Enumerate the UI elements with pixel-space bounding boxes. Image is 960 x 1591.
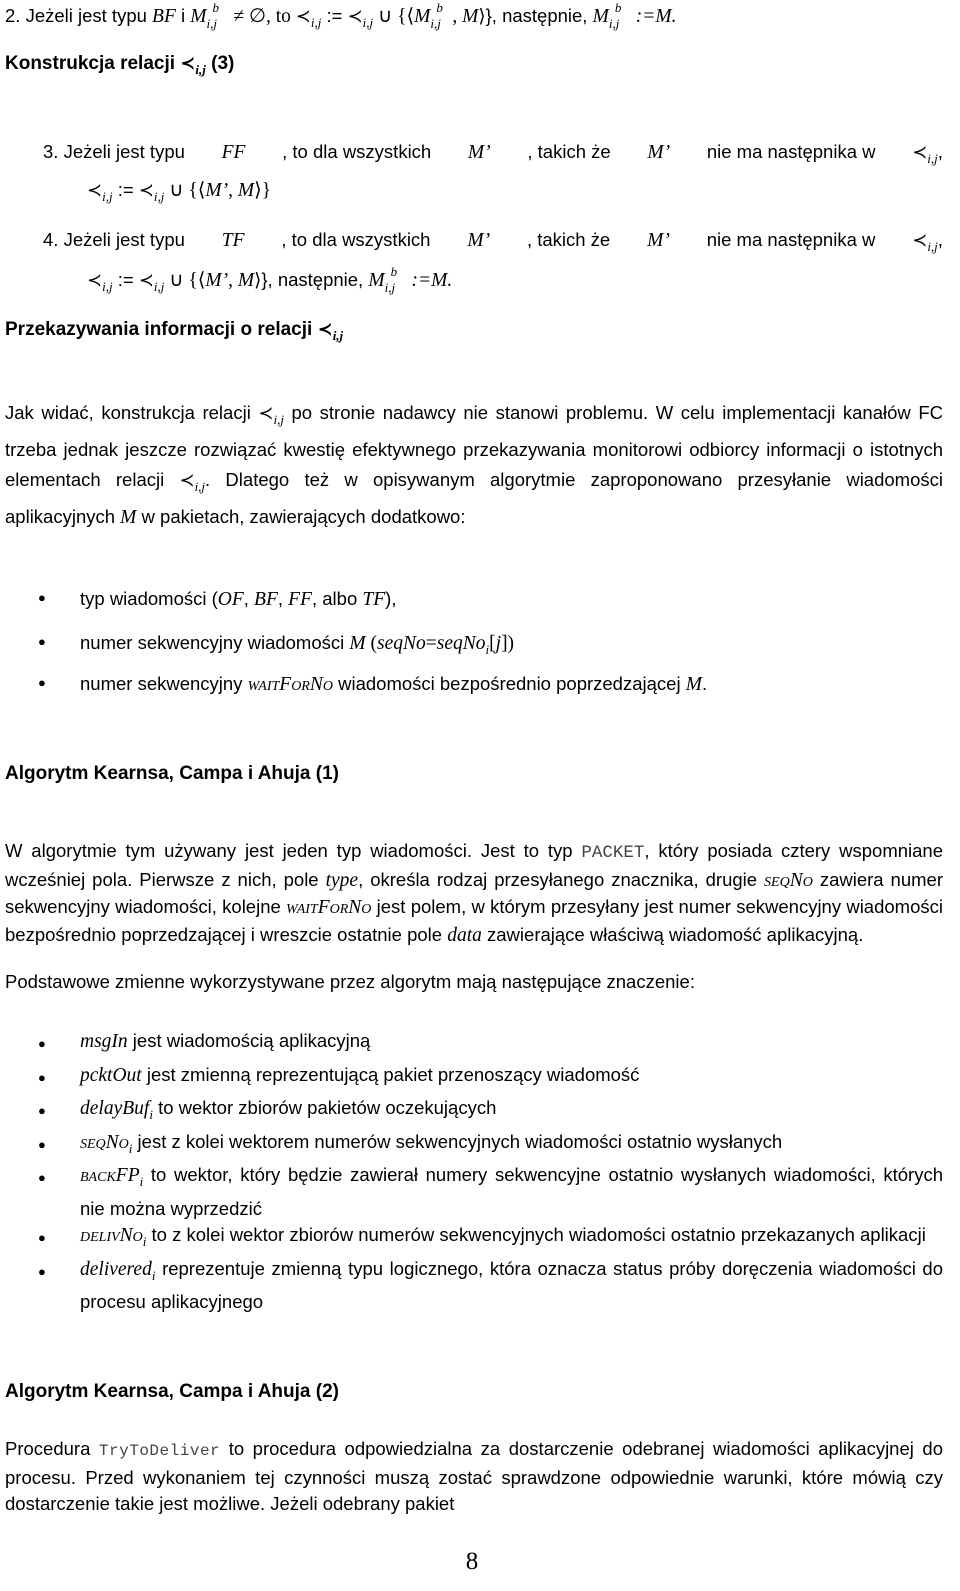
list-item: ● delivered$_i$ reprezentuje zmienną typu logicznego, która oznacza status próby doręczenia wiadomości do procesu aplikacyjnego — [5, 1256, 943, 1316]
paragraph-relation-transfer: Jak widać, konstrukcja relacji $≺_{i,j}$ po stronie nadawcy nie stanowi problemu. W celu implementacji kanałów FC trzeba jednak jeszcze rozwiązać kwestię efektywnego przekazywania monitorowi odbiorcy informacji o istotnych elementach relacji $≺_{i,j}$. Dlatego też w opisywanym algorytmie zaproponowano przesyłanie wiadomości aplikacyjnych M w pakietach, zawierających dodatkowo: — [5, 402, 943, 528]
step-2-line: 2. Jeżeli jest typu BF i M b i,j ≠ ∅, to $≺_{i,j}$ := $≺_{i,j}$ ∪ {⟨M b i,j , M⟩}, następnie, M b i,j :=M. — [5, 0, 677, 31]
page-number: 8 — [465, 1548, 479, 1575]
step-3-line-2: $≺_{i,j}$ := $≺_{i,j}$ ∪ {⟨M’, M⟩} — [87, 179, 272, 204]
section-heading-algorithm-2: Algorytm Kearnsa, Campa i Ahuja (2) — [5, 1381, 339, 1402]
list-item: ● delayBuf$_i$ to wektor zbiorów pakietów oczekujących — [5, 1095, 943, 1129]
paragraph-variables-intro: Podstawowe zmienne wykorzystywane przez algorytm mają następujące znaczenie: — [5, 971, 695, 992]
list-item: ● numer sekwencyjny waitForNo wiadomości bezpośrednio poprzedzającej M. — [5, 672, 943, 697]
step-4-line-1: 4. Jeżeli jest typu TF , to dla wszystkich M’ , takich że M’ nie ma następnika w $≺_{i,j}$, — [43, 229, 943, 254]
list-item: ● numer sekwencyjny wiadomości M (seqNo=seqNo$_i$[j]) — [5, 631, 943, 672]
list-item: ● backFP$_i$ to wektor, który będzie zawierał numery sekwencyjne ostatnio wysłanych wiadomości, których nie można wyprzedzić — [5, 1162, 943, 1222]
section-heading-algorithm-1: Algorytm Kearnsa, Campa i Ahuja (1) — [5, 763, 339, 784]
section-heading-konstrukcja-3: Konstrukcja relacji $≺_{i,j}$ (3) — [5, 53, 235, 77]
variables-list — [5, 1028, 943, 1316]
list-item: ● seqNo$_i$ jest z kolei wektorem numerów sekwencyjnych wiadomości ostatnio wysłanych — [5, 1129, 943, 1163]
packet-fields-list — [5, 587, 943, 697]
list-item: ● pcktOut jest zmienną reprezentującą pakiet przenoszący wiadomość — [5, 1062, 943, 1096]
section-heading-przekazywania: Przekazywania informacji o relacji $≺_{i,j}$ — [5, 319, 344, 343]
paragraph-try-to-deliver: Procedura TryToDeliver to procedura odpowiedzialna za dostarczenie odebranej wiadomości aplikacyjnej do procesu. Przed wykonaniem tej czynności muszą zostać sprawdzone odpowiednie warunki, które mówią czy dostarczenie takie jest możliwe. Jeżeli odebrany pakiet — [5, 1438, 943, 1514]
paragraph-packet-description: W algorytmie tym używany jest jeden typ wiadomości. Jest to typ PACKET, który posiada cztery wspomniane wcześniej pola. Pierwsze z nich, pole type, określa rodzaj przesyłanego znacznika, drugie seqNo zawiera numer sekwencyjny wiadomości, kolejne waitForNo jest polem, w którym przesyłany jest numer sekwencyjny wiadomości bezpośrednio poprzedzającej i wreszcie ostatnie pole data zawierające właściwą wiadomość aplikacyjną. — [5, 840, 944, 946]
list-item: ● delivNo$_i$ to z kolei wektor zbiorów numerów sekwencyjnych wiadomości ostatnio przekazanych aplikacji — [5, 1222, 943, 1256]
list-item: ● typ wiadomości (OF, BF, FF, albo TF), — [5, 587, 943, 631]
step-3-line-1: 3. Jeżeli jest typu FF , to dla wszystkich M’ , takich że M’ nie ma następnika w $≺_{i,j}$, — [43, 141, 943, 166]
list-item: ● msgIn jest wiadomością aplikacyjną — [5, 1028, 943, 1062]
step-4-line-2: $≺_{i,j}$ := $≺_{i,j}$ ∪ {⟨M’, M⟩}, następnie, M b i,j :=M. — [87, 264, 453, 295]
